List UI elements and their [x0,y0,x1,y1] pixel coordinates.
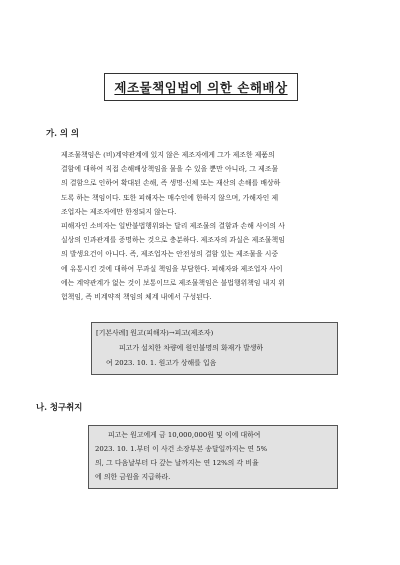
example-case-box [91,322,338,375]
paragraph-product-liability [61,148,347,219]
text-line: 에 의한 금원을 지급하라. [95,473,171,481]
text-line: 2023. 10. 1.부터 이 사건 소장부본 송달일까지는 연 5% [95,445,268,453]
text-line: 에 유통시킨 것에 대하여 무과실 책임을 부담한다. 피해자와 제조업자 사이 [61,264,283,273]
text-line: 피고는 원고에게 금 10,000,000원 및 이에 대하여 [108,431,261,439]
text-line: 결함에 대하여 직접 손해배상책임을 물을 수 있을 뿐만 아니라, 그 제조물 [61,165,279,174]
text-line: 실상의 인과관계를 증명하는 것으로 충분하다. 제조자의 과실은 제조물책임 [61,236,285,245]
text-line: 피고가 설치한 차량에 원인불명의 화재가 발생하 [119,344,264,352]
text-line: 에는 계약관계가 없는 것이 보통이므로 제조물책임은 불법행위책임 내지 위 [61,278,285,287]
section-heading-claim: 나. 청구취지 [36,402,83,412]
text-line: 험책임, 즉 비계약적 책임의 체계 내에서 구성된다. [61,293,212,302]
text-line: 의, 그 다음날부터 다 갚는 날까지는 연 12%의 각 비율 [95,459,259,467]
text-line: 제조물책임은 (비)계약관계에 있지 않은 제조자에게 그가 제조한 제품의 [61,151,275,159]
title-box [104,73,298,101]
text-line: 의 발생요건이 아니다. 즉, 제조업자는 안전성의 결함 있는 제조물을 시중 [61,250,279,259]
text-line: 여 2023. 10. 1. 원고가 상해를 입음 [106,359,217,367]
claim-box [88,425,338,489]
paragraph-causation [61,219,347,304]
text-line: 조업자는 제조자에만 한정되지 않는다. [61,207,177,216]
section-heading-meaning: 가. 의 의 [46,128,80,138]
text-line: 도록 하는 책임이다. 또한 피해자는 매수인에 한하지 않으며, 가해자인 제 [61,193,279,202]
example-title: [기본사례] 원고(피해자)→피고(제조자) [96,329,214,337]
document-title: 제조물책임법에 의한 손해배상 [114,80,288,95]
text-line: 의 결함으로 인하여 확대된 손해, 즉 생명·신체 또는 재산의 손해를 배상하 [61,179,281,188]
text-line: 피해자인 소비자는 일반불법행위와는 달리 제조물의 결함과 손해 사이의 사 [61,222,285,230]
